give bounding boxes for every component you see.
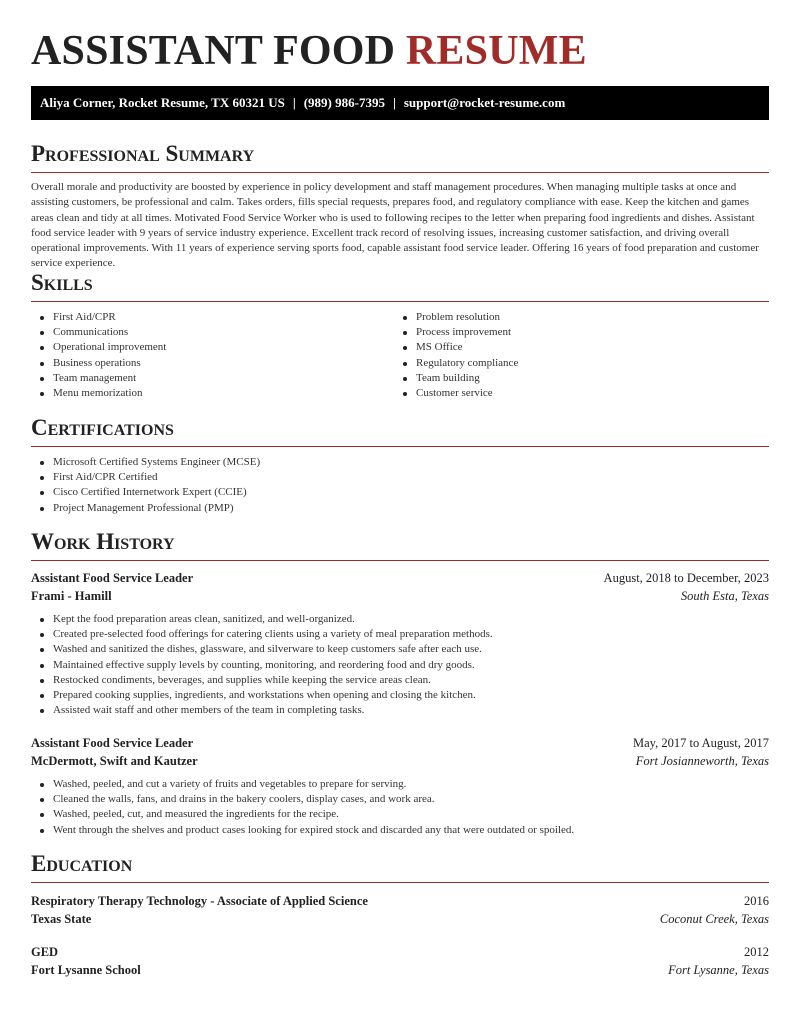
job-duty: Created pre-selected food offerings for catering clients using a variety of meal preparation methods. [31, 627, 493, 642]
skill-item: Process improvement [394, 325, 518, 340]
skill-item: Problem resolution [394, 310, 518, 325]
education-degree: Respiratory Therapy Technology - Associate of Applied Science [31, 894, 368, 908]
job-company: McDermott, Swift and Kautzer [31, 754, 198, 768]
resume-title [31, 26, 587, 76]
section-divider [31, 882, 769, 883]
contact-separator: | [292, 95, 296, 110]
job-duties-list [31, 612, 493, 718]
job-duty: Restocked condiments, beverages, and supplies while keeping the service areas clean. [31, 673, 493, 688]
certification-item: Cisco Certified Internetwork Expert (CCIE) [31, 485, 260, 500]
education-location: Coconut Creek, Texas [659, 912, 769, 926]
certification-item: Project Management Professional (PMP) [31, 501, 260, 516]
title-main: ASSISTANT FOOD [31, 28, 396, 74]
education-location: Fort Lysanne, Texas [668, 963, 769, 977]
education-degree: GED [31, 945, 59, 959]
section-heading-certifications: Certifications [31, 415, 174, 440]
skill-item: First Aid/CPR [31, 310, 166, 325]
skill-item: Team management [31, 371, 166, 386]
skill-item: Team building [394, 371, 518, 386]
section-heading-summary: Professional Summary [31, 141, 255, 166]
job-duty: Cleaned the walls, fans, and drains in the bakery coolers, display cases, and work area. [31, 792, 574, 807]
contact-email: support@rocket-resume.com [403, 95, 566, 110]
job-duty: Washed, peeled, cut, and measured the ingredients for the recipe. [31, 807, 574, 822]
section-heading-work-history: Work History [31, 529, 175, 554]
job-title: Assistant Food Service Leader [31, 736, 194, 750]
section-divider [31, 301, 769, 302]
skills-list-right [394, 310, 518, 401]
skill-item: MS Office [394, 340, 518, 355]
job-duty: Went through the shelves and product cases looking for expired stock and discarded any that were outdated or spoiled. [31, 823, 574, 838]
contact-separator: | [392, 95, 396, 110]
education-school: Fort Lysanne School [31, 963, 141, 977]
skill-item: Customer service [394, 386, 518, 401]
certifications-list [31, 455, 260, 516]
skill-item: Operational improvement [31, 340, 166, 355]
section-divider [31, 172, 769, 173]
job-location: South Esta, Texas [680, 589, 769, 603]
job-duty: Washed and sanitized the dishes, glassware, and silverware to keep customers safe after each use. [31, 642, 493, 657]
certification-item: First Aid/CPR Certified [31, 470, 260, 485]
education-year: 2016 [744, 894, 769, 908]
job-title: Assistant Food Service Leader [31, 571, 194, 585]
job-location: Fort Josianneworth, Texas [635, 754, 769, 768]
section-divider [31, 446, 769, 447]
education-school: Texas State [31, 912, 92, 926]
title-accent: RESUME [405, 28, 587, 74]
job-duty: Maintained effective supply levels by counting, monitoring, and reordering food and dry goods. [31, 658, 493, 673]
skill-item: Business operations [31, 356, 166, 371]
summary-text: Overall morale and productivity are boosted by experience in policy development and staff management procedures. When managing multiple tasks at once and assisting customers, be professional and calm. Takes orders, fills special requests, prepares food, and regulatory compliance with ease. Keep the kitchen and games areas clean and tidy at all times. Motivated Food Service Worker who is used to following recipes to the letter when preparing food ingredients and dishes. Assistant food service leader with 9 years of service industry experience. Excellent track record of resolving issues, increasing customer satisfaction, and driving overall operational improvements. With 11 years of experience serving sports food, capable assistant food service leader. Offering 16 years of food preparation and customer service experience. [31, 181, 759, 270]
skills-list-left [31, 310, 166, 401]
contact-bar [31, 86, 769, 120]
education-year: 2012 [744, 945, 769, 959]
skill-item: Menu memorization [31, 386, 166, 401]
job-dates: August, 2018 to December, 2023 [603, 571, 769, 585]
contact-address: Aliya Corner, Rocket Resume, TX 60321 US [40, 95, 285, 110]
skill-item: Communications [31, 325, 166, 340]
skill-item: Regulatory compliance [394, 356, 518, 371]
job-duty: Assisted wait staff and other members of the team in completing tasks. [31, 703, 493, 718]
section-divider [31, 560, 769, 561]
job-duty: Kept the food preparation areas clean, sanitized, and well-organized. [31, 612, 493, 627]
job-duty: Prepared cooking supplies, ingredients, and workstations when opening and closing the kitchen. [31, 688, 493, 703]
job-dates: May, 2017 to August, 2017 [633, 736, 769, 750]
job-company: Frami - Hamill [31, 589, 112, 603]
section-heading-skills: Skills [31, 270, 93, 295]
section-heading-education: Education [31, 851, 133, 876]
certification-item: Microsoft Certified Systems Engineer (MCSE) [31, 455, 260, 470]
contact-phone: (989) 986-7395 [303, 95, 385, 110]
job-duties-list [31, 777, 574, 838]
job-duty: Washed, peeled, and cut a variety of fruits and vegetables to prepare for serving. [31, 777, 574, 792]
